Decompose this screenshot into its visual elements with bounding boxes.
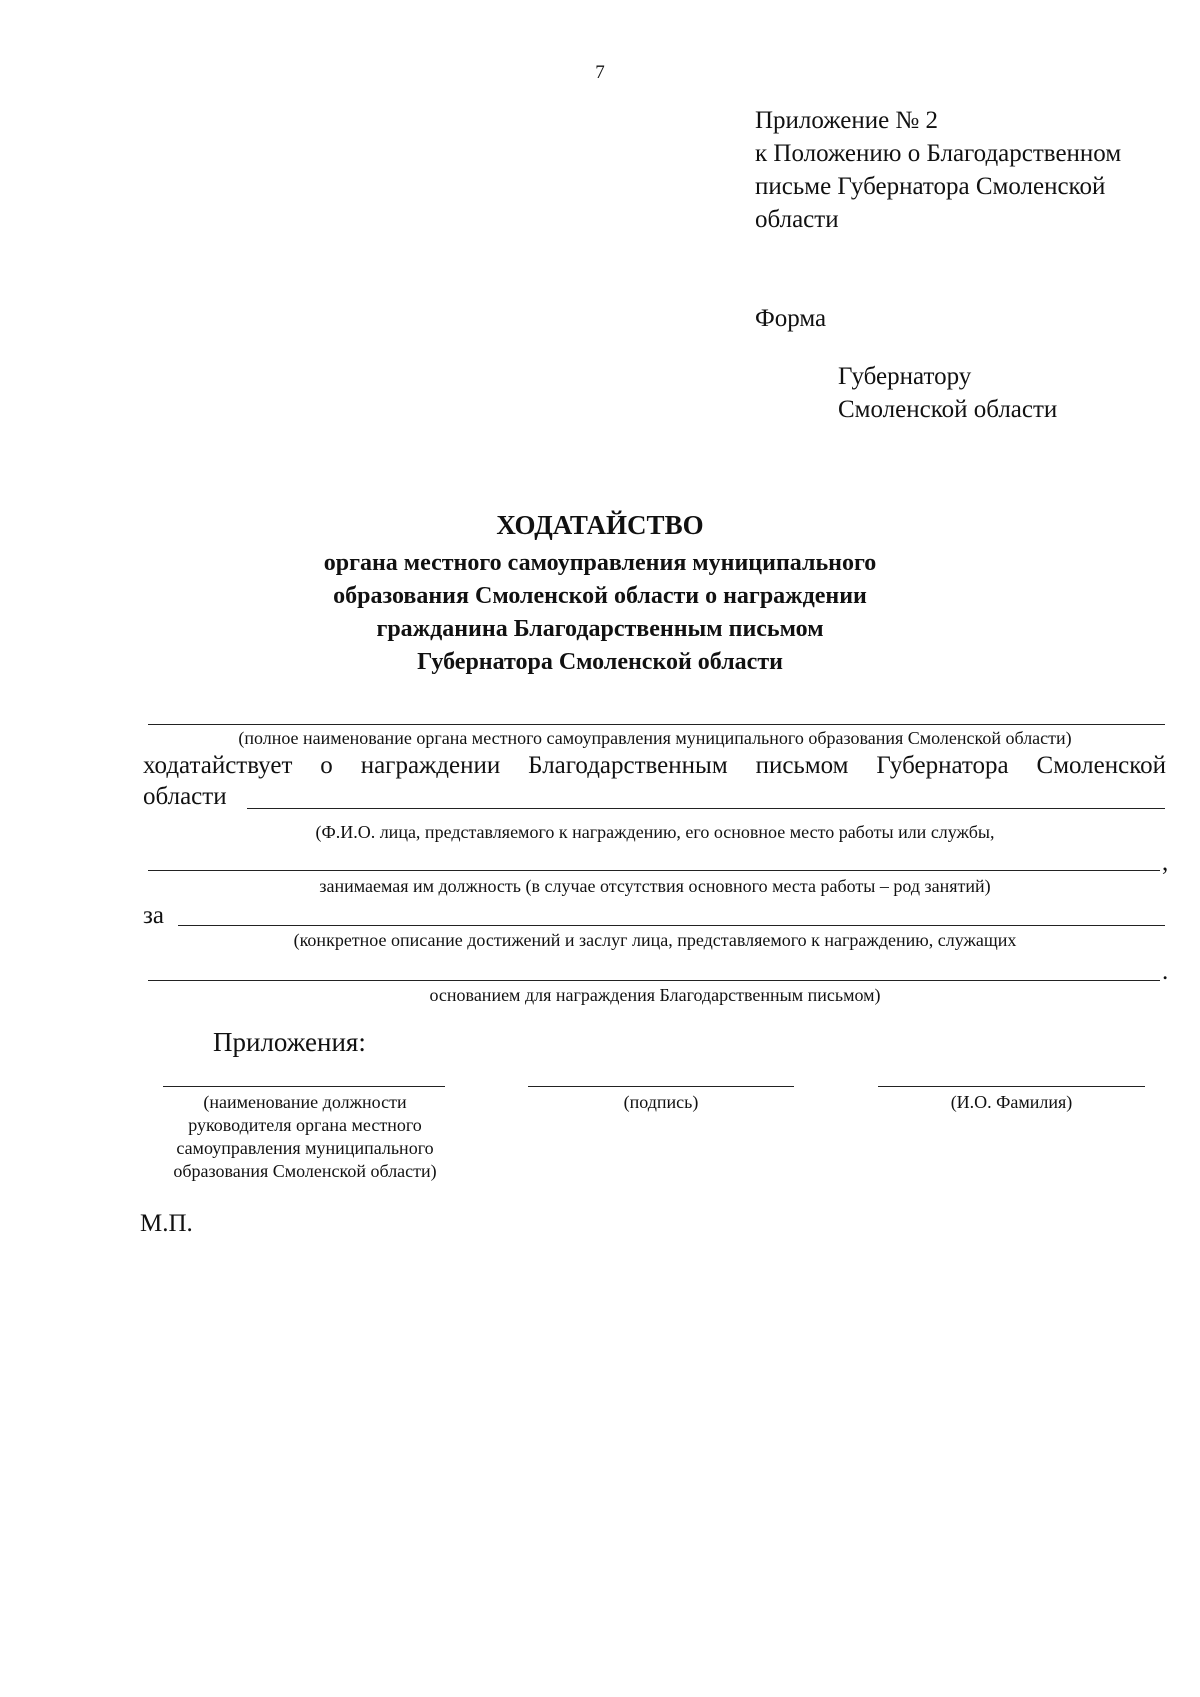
addressee-line: Смоленской области [838, 396, 1058, 423]
petition-text-continued: области [143, 783, 227, 810]
appendix-reference [755, 104, 1121, 236]
position-field-line[interactable] [148, 870, 1160, 871]
position-hint-line: образования Смоленской области) [173, 1161, 437, 1181]
subtitle-line: образования Смоленской области о награждении [333, 583, 867, 609]
name-signature-line[interactable] [878, 1086, 1145, 1087]
merits-field-line[interactable] [178, 925, 1165, 926]
period-mark: . [1162, 958, 1169, 985]
petition-text: ходатайствует о награждении Благодарственным письмом Губернатора Смоленской [143, 752, 1166, 779]
attachments-label: Приложения: [213, 1027, 366, 1057]
position-hint-line: (наименование должности [203, 1092, 407, 1112]
name-hint: (И.О. Фамилия) [950, 1092, 1073, 1112]
position-signature-line[interactable] [163, 1086, 445, 1087]
subtitle-line: органа местного самоуправления муниципального [323, 550, 877, 576]
merits-hint: (конкретное описание достижений и заслуг лица, представляемого к награждению, служащих [293, 930, 1017, 950]
comma-mark: , [1162, 849, 1169, 876]
merits-continued-field-line[interactable] [148, 980, 1160, 981]
position-hint-line: самоуправления муниципального [176, 1138, 434, 1158]
basis-hint: основанием для награждения Благодарственным письмом) [429, 985, 881, 1005]
position-hint: занимаемая им должность (в случае отсутствия основного места работы – род занятий) [319, 876, 991, 896]
page-number: 7 [595, 62, 605, 83]
appendix-line: письме Губернатора Смоленской [755, 173, 1106, 200]
org-name-hint: (полное наименование органа местного самоуправления муниципального образования Смоленской области) [238, 728, 1072, 748]
position-signature-hint [140, 1091, 470, 1183]
document-title: ХОДАТАЙСТВО [496, 510, 704, 540]
appendix-line: Приложение № 2 [755, 107, 939, 134]
signature-hint: (подпись) [623, 1092, 699, 1112]
document-subtitle [0, 547, 1200, 679]
for-label: за [143, 902, 164, 929]
subtitle-line: Губернатора Смоленской области [417, 649, 783, 675]
appendix-line: к Положению о Благодарственном [755, 140, 1122, 167]
stamp-label: М.П. [140, 1210, 193, 1237]
addressee [838, 360, 1057, 426]
appendix-line: области [755, 206, 839, 233]
signature-line[interactable] [528, 1086, 794, 1087]
person-hint: (Ф.И.О. лица, представляемого к награждению, его основное место работы или службы, [315, 822, 995, 842]
form-label: Форма [755, 305, 827, 332]
subtitle-line: гражданина Благодарственным письмом [376, 616, 824, 642]
position-hint-line: руководителя органа местного [188, 1115, 422, 1135]
org-name-field-line[interactable] [148, 724, 1165, 725]
person-field-line[interactable] [247, 808, 1165, 809]
addressee-line: Губернатору [838, 363, 972, 390]
